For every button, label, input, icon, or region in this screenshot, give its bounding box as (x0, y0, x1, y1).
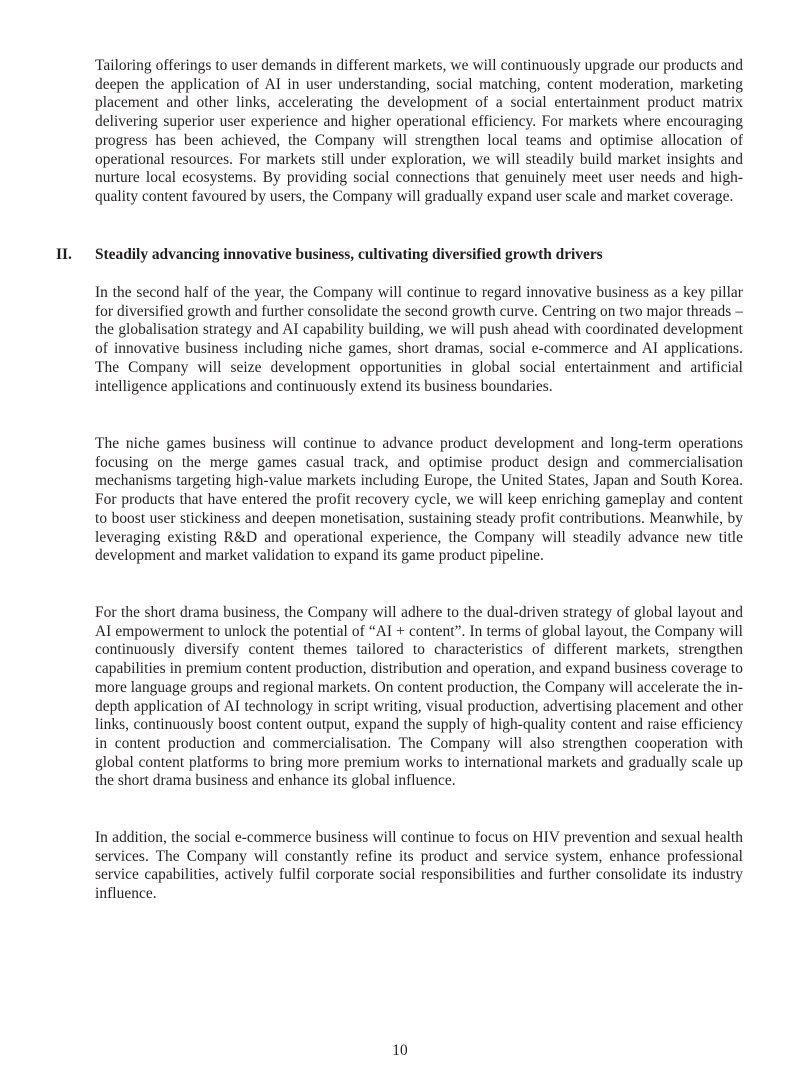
intro-paragraph: Tailoring offerings to user demands in different markets, we will continuously upgrade our products and deepen the application of AI in user understanding, social matching, content moderation, marketing placement and other links, accelerating the development of a social entertainment product matrix delivering superior user experience and higher operational efficiency. For markets where encouraging progress has been achieved, the Company will strengthen local teams and optimise allocation of operational resources. For markets still under exploration, we will steadily build market insights and nurture local ecosystems. By providing social connections that genuinely meet user needs and high-quality content favoured by users, the Company will gradually expand user scale and market coverage. (95, 57, 743, 205)
section-number: II. (56, 246, 72, 263)
page-number: 10 (392, 1042, 408, 1059)
section-title: Steadily advancing innovative business, cultivating diversified growth drivers (95, 246, 603, 263)
paragraph-social-ecommerce: In addition, the social e-commerce business will continue to focus on HIV prevention and sexual health services. The Company will constantly refine its product and service system, enhance professional service capabilities, actively fulfil corporate social responsibilities and further consolidate its industry influence. (95, 829, 743, 903)
paragraph-short-drama: For the short drama business, the Company will adhere to the dual-driven strategy of global layout and AI empowerment to unlock the potential of “AI + content”. In terms of global layout, the Company will continuously diversify content themes tailored to characteristics of different markets, strengthen capabilities in premium content production, distribution and operation, and expand business coverage to more language groups and regional markets. On content production, the Company will accelerate the in-depth application of AI technology in script writing, visual production, advertising placement and other links, continuously boost content output, expand the supply of high-quality content and raise efficiency in content production and commercialisation. The Company will also strengthen cooperation with global content platforms to bring more premium works to international markets and gradually scale up the short drama business and enhance its global influence. (95, 604, 743, 790)
paragraph-innovative-business: In the second half of the year, the Company will continue to regard innovative business as a key pillar for diversified growth and further consolidate the second growth curve. Centring on two major threads – the globalisation strategy and AI capability building, we will push ahead with coordinated development of innovative business including niche games, short dramas, social e-commerce and AI applications. The Company will seize development opportunities in global social entertainment and artificial intelligence applications and continuously extend its business boundaries. (95, 284, 743, 395)
paragraph-niche-games: The niche games business will continue to advance product development and long-term operations focusing on the merge games casual track, and optimise product design and commercialisation mechanisms targeting high-value markets including Europe, the United States, Japan and South Korea. For products that have entered the profit recovery cycle, we will keep enriching gameplay and content to boost user stickiness and deepen monetisation, sustaining steady profit contributions. Meanwhile, by leveraging existing R&D and operational experience, the Company will steadily advance new title development and market validation to expand its game product pipeline. (95, 435, 743, 565)
